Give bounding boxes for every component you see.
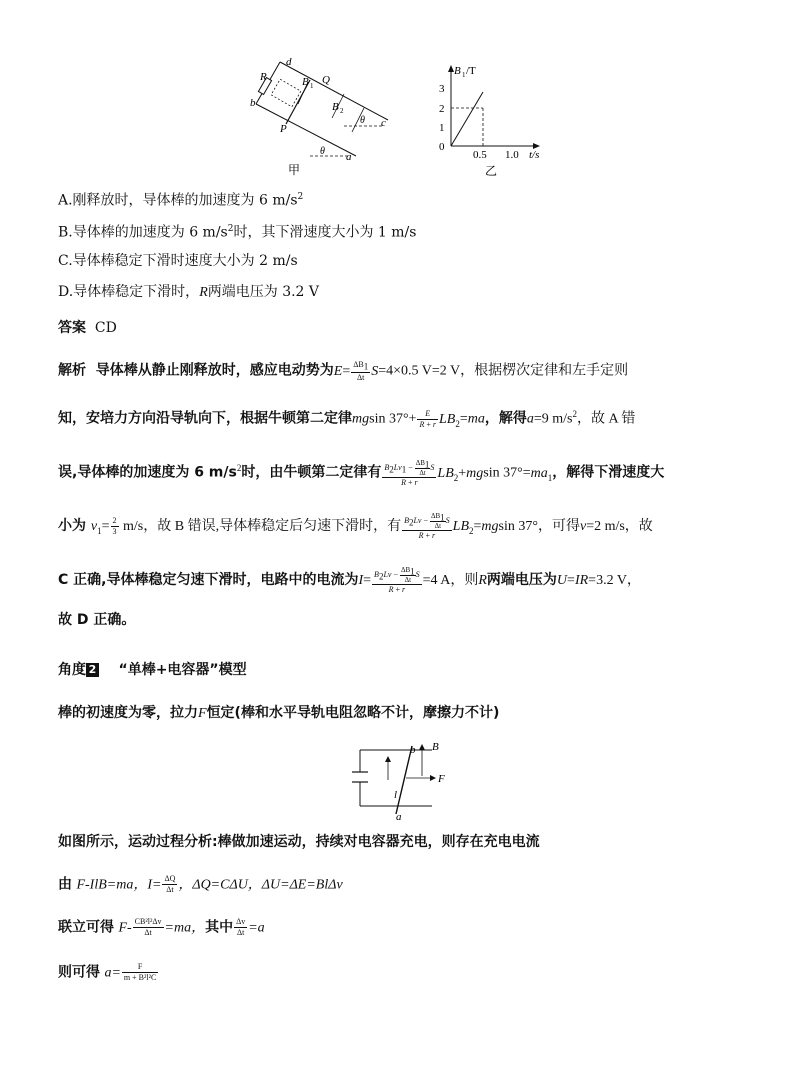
- label-theta-1: θ: [360, 115, 365, 126]
- option-c: C.导体棒稳定下滑时速度大小为 2 m/s: [58, 253, 298, 269]
- label-R: R: [260, 71, 267, 83]
- label-b: b: [250, 97, 256, 109]
- graph-tick-y3: 3: [439, 83, 445, 95]
- analysis-line-3: 误,导体棒的加速度为 6 $m/s^2$时，由牛顿第二定律有 $B_2Lv_1$ − $\frac{\Delta B_1}{\Delta t}$ S R + r $LB_2+mgsin$ $37^\circ=ma_1$，解得下滑速度大: [58, 458, 665, 488]
- graph-xunit: t/s: [529, 149, 540, 161]
- figure-caption-jia: 甲: [288, 163, 301, 177]
- label-B2-sub: 2: [340, 107, 344, 115]
- analysis-line-4: 小为 $v_1=$ $\frac{2}{3}$ m/s，故 B 错误,导体棒稳定后匀速下滑时，有 $B_2Lv$ − $\frac{\Delta B_1}{\Delta t}$ S R + r $LB_2=mgsin$ 37°，可得v=2 m/s，故: [58, 512, 653, 541]
- answer-value: CD: [94, 320, 117, 336]
- label-B1-sub: 1: [310, 82, 314, 90]
- option-d: D.导体棒稳定下滑时，R两端电压为 3.2 V: [58, 284, 320, 300]
- label-d: d: [286, 56, 292, 68]
- graph-tick-y1: 1: [439, 122, 445, 134]
- option-b: B.导体棒的加速度为 6 $m/s^2$时，其下滑速度大小为 1 m/s: [58, 224, 417, 241]
- capacitor-circuit-figure: [336, 738, 456, 822]
- circuit-label-F: F: [438, 773, 445, 785]
- graph-origin: 0: [439, 141, 445, 153]
- angle-name: “单棒+电容器”模型: [118, 662, 247, 678]
- label-B1: B: [302, 76, 309, 88]
- answer-label: 答案: [58, 320, 86, 336]
- analysis-line-5: C 正确,导体棒稳定匀速下滑时，电路中的电流为I= $B_2Lv$ − $\frac{\Delta B_1}{\Delta t}$ S R + r =4 A，则R两端电压为U=IR=3.2 V，: [58, 566, 641, 595]
- graph-tick-x05: 0.5: [473, 149, 487, 161]
- analysis-line-2: 知，安培力方向沿导轨向下，根据牛顿第二定律mgsin 37°+ $\frac{E}{R + r}$ $LB_2=ma$，解得a=9 $m/s^2$，故 A 错: [58, 408, 636, 429]
- inclined-rail-figure: [240, 52, 400, 180]
- graph-ylabel-sub: 1: [462, 71, 466, 79]
- process-text: 如图所示，运动过程分析:棒做加速运动，持续对电容器充电，则存在充电电流: [58, 834, 540, 850]
- analysis-line-1: 解析 导体棒从静止刚释放时，感应电动势为E= $\frac{\Delta B_1}{\Delta t}$ S=4×0.5 V=2 V，根据楞次定律和左手定则: [58, 360, 629, 382]
- angle-number-badge: 2: [86, 663, 99, 677]
- analysis-line-6: 故 D 正确。: [58, 612, 136, 628]
- label-Q: Q: [322, 74, 330, 86]
- b-t-graph: [425, 62, 550, 180]
- option-a: A.刚释放时，导体棒的加速度为 6 $m/s^2$: [58, 192, 304, 209]
- graph-tick-y2: 2: [439, 103, 445, 115]
- circuit-label-B: B: [432, 741, 439, 753]
- label-B2: B: [332, 101, 339, 113]
- label-a: a: [346, 151, 352, 163]
- label-P: P: [280, 123, 287, 135]
- graph-ylabel-unit: /T: [466, 65, 476, 77]
- circuit-label-l: l: [394, 789, 398, 801]
- label-c: c: [381, 117, 386, 129]
- angle-heading: 角度 2 “单棒+电容器”模型: [58, 662, 247, 678]
- equation-3: 则可得 a= $\frac{F}{\text{m + B²l²C}}$: [58, 962, 157, 982]
- label-theta-2: θ: [320, 146, 325, 157]
- circuit-label-b: b: [410, 744, 416, 756]
- answer-line: [58, 318, 117, 338]
- graph-ylabel: B: [454, 65, 461, 77]
- graph-tick-x10: 1.0: [505, 149, 519, 161]
- circuit-label-a: a: [396, 811, 402, 822]
- model-description: 棒的初速度为零，拉力F恒定(棒和水平导轨电阻忽略不计，摩擦力不计): [58, 705, 500, 721]
- figure-caption-yi: 乙: [485, 164, 498, 178]
- equation-1: 由 F-IlB=ma，I= $\frac{\Delta Q}{\Delta t}$ ，ΔQ=CΔU，ΔU=ΔE=BlΔv: [58, 874, 343, 894]
- equation-2: 联立可得 F- $\frac{\text{CB²l²Δv}}{\Delta t}$ =ma，其中 $\frac{\Delta v}{\Delta t}$ =a: [58, 917, 265, 937]
